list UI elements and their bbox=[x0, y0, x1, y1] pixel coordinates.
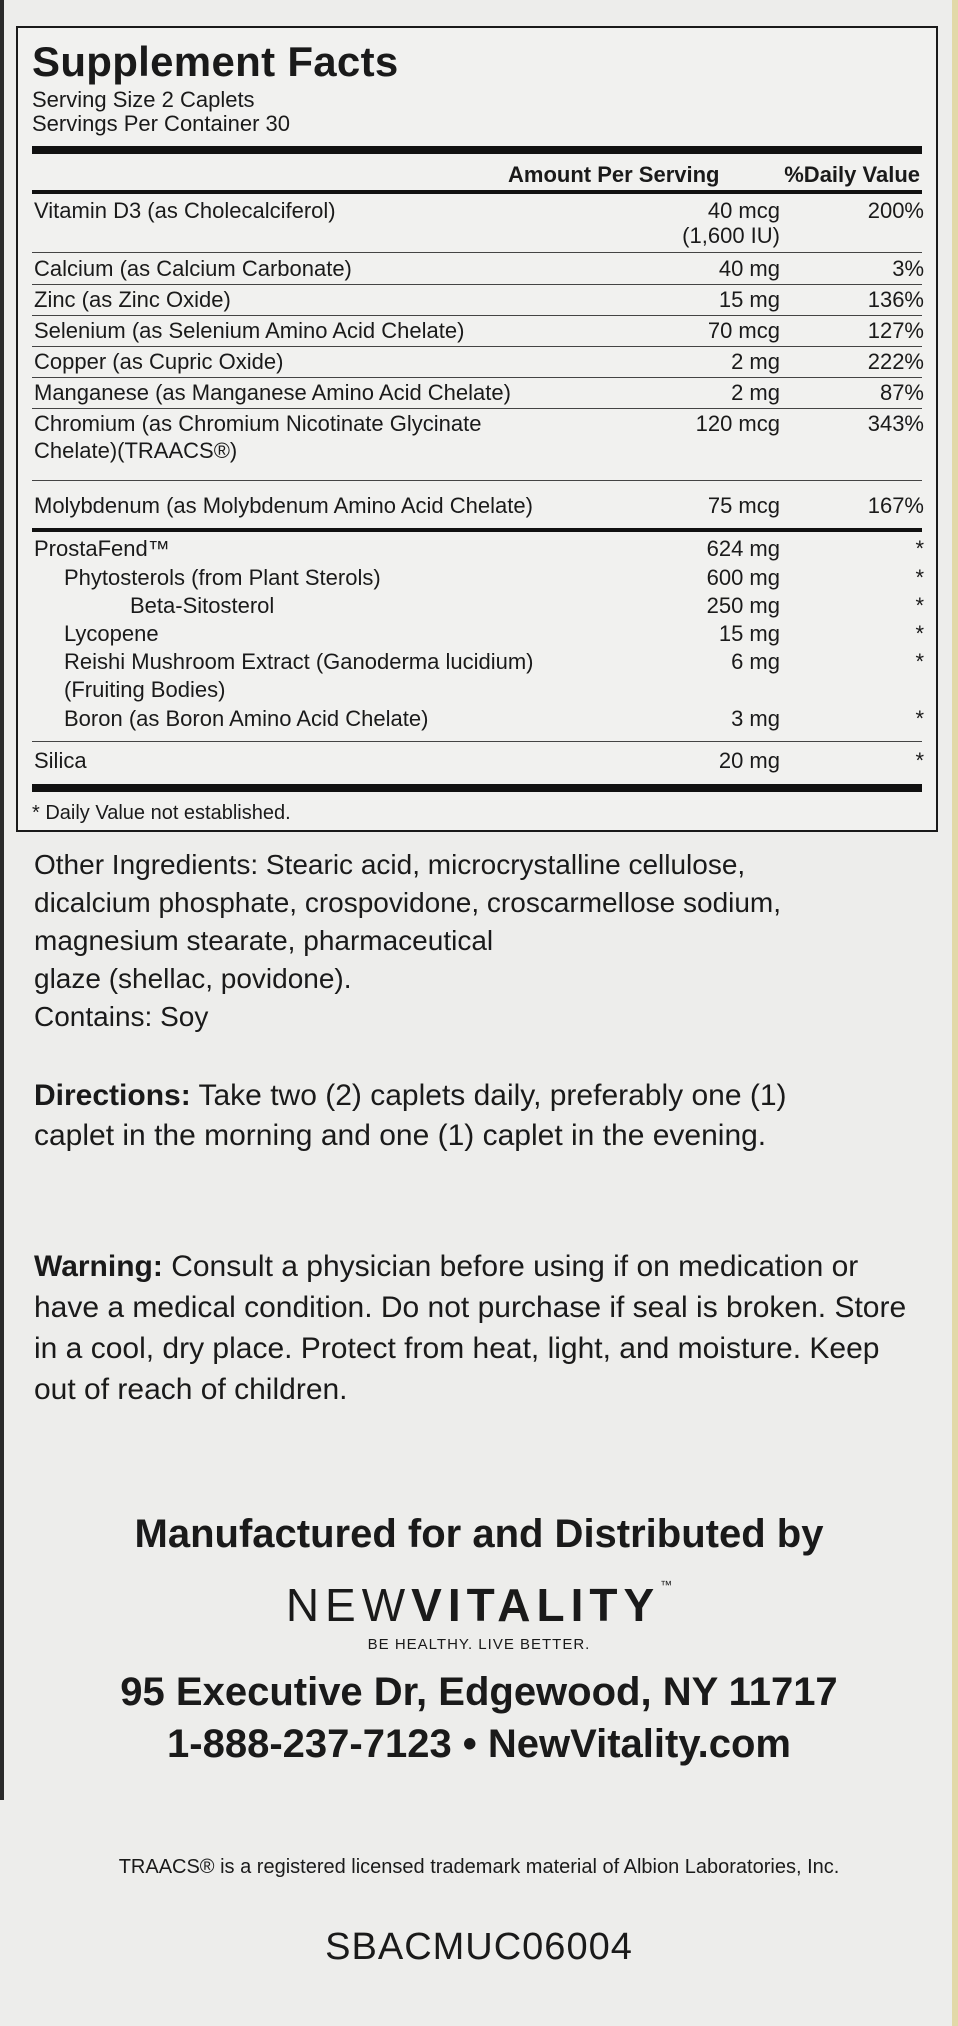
nutrient-amount: 40 mcg bbox=[707, 198, 780, 223]
servings-per-container: Servings Per Container 30 bbox=[32, 111, 291, 136]
ingredients-line: magnesium stearate, pharmaceutical bbox=[34, 925, 494, 956]
nutrient-name: Vitamin D3 (as Cholecalciferol) bbox=[34, 198, 336, 223]
nutrient-amount: 15 mg bbox=[718, 287, 780, 312]
nutrient-amount-iu: (1,600 IU) bbox=[682, 223, 780, 248]
nutrient-amount: 75 mcg bbox=[707, 493, 780, 518]
thick-divider bbox=[32, 146, 922, 154]
row-rule bbox=[32, 408, 922, 409]
brand-tagline: BE HEALTHY. LIVE BETTER. bbox=[367, 1636, 591, 1653]
manufacturer-heading: Manufactured for and Distributed by bbox=[134, 1512, 824, 1556]
trademark-note: TRAACS® is a registered licensed trademark material of Albion Laboratories, Inc. bbox=[118, 1856, 840, 1878]
facts-title: Supplement Facts bbox=[32, 38, 399, 85]
thick-divider-bottom bbox=[32, 784, 922, 792]
nutrient-dv: 167% bbox=[867, 493, 924, 518]
nutrient-name: Copper (as Cupric Oxide) bbox=[34, 349, 284, 374]
blend-amount: 624 mg bbox=[706, 536, 780, 561]
nutrient-name: Chromium (as Chromium Nicotinate Glycinate bbox=[34, 411, 482, 436]
nutrient-dv: 87% bbox=[879, 380, 924, 405]
row-rule bbox=[32, 252, 922, 253]
blend-item-name: Reishi Mushroom Extract (Ganoderma lucidium) bbox=[64, 649, 534, 674]
warning-label: Warning: bbox=[34, 1250, 163, 1283]
blend-item-amount: 250 mg bbox=[706, 593, 780, 618]
nutrient-dv: 136% bbox=[867, 287, 924, 312]
blend-item-amount: 3 mg bbox=[731, 706, 780, 731]
nutrient-name: Calcium (as Calcium Carbonate) bbox=[34, 256, 352, 281]
blend-item-name-cont: (Fruiting Bodies) bbox=[64, 677, 226, 702]
nutrient-dv: 3% bbox=[892, 256, 924, 281]
ingredients-line: Other Ingredients: Stearic acid, microcrystalline cellulose, bbox=[34, 849, 746, 880]
daily-value-footnote: * Daily Value not established. bbox=[32, 802, 291, 824]
blend-item-amount: 6 mg bbox=[731, 649, 780, 674]
blend-item-name: Boron (as Boron Amino Acid Chelate) bbox=[64, 706, 429, 731]
nutrient-amount: 40 mg bbox=[718, 256, 780, 281]
directions-text: Take two (2) caplets daily, preferably one (1) caplet in the morning and one (1) caplet in the evening. bbox=[34, 1079, 787, 1152]
blend-item-name: Lycopene bbox=[64, 621, 159, 646]
nutrient-name-cont: Chelate)(TRAACS®) bbox=[34, 438, 238, 463]
product-code: SBACMUC06004 bbox=[325, 1926, 633, 1968]
blend-item-name: Phytosterols (from Plant Sterols) bbox=[64, 565, 381, 590]
blend-item-dv: * bbox=[915, 621, 924, 646]
nutrient-name: Selenium (as Selenium Amino Acid Chelate) bbox=[34, 318, 465, 343]
blend-item-dv: * bbox=[915, 593, 924, 618]
blend-item-name: Beta-Sitosterol bbox=[130, 593, 275, 618]
blend-name: ProstaFend™ bbox=[34, 536, 170, 561]
logo-part-new: NEW bbox=[285, 1579, 412, 1631]
row-rule bbox=[32, 284, 922, 285]
blend-divider bbox=[32, 528, 922, 532]
allergen-line: Contains: Soy bbox=[34, 1001, 209, 1032]
header-daily-value: %Daily Value bbox=[784, 162, 920, 187]
nutrient-dv: 222% bbox=[867, 349, 924, 374]
nutrient-name: Zinc (as Zinc Oxide) bbox=[34, 287, 231, 312]
blend-item-amount: 600 mg bbox=[706, 565, 780, 590]
supplement-facts-panel bbox=[16, 26, 938, 832]
nutrient-name: Manganese (as Manganese Amino Acid Chelate) bbox=[34, 380, 511, 405]
nutrient-dv: 200% bbox=[867, 198, 924, 223]
nutrient-amount: 120 mcg bbox=[695, 411, 780, 436]
ingredients-line: dicalcium phosphate, crospovidone, croscarmellose sodium, bbox=[34, 887, 782, 918]
nutrient-dv: 127% bbox=[867, 318, 924, 343]
header-amount: Amount Per Serving bbox=[508, 162, 720, 187]
manufacturer-contact: 1-888-237-7123 • NewVitality.com bbox=[167, 1722, 791, 1766]
blend-dv: * bbox=[915, 536, 924, 561]
logo-part-vitality: VITALITY bbox=[411, 1579, 661, 1631]
nutrient-name: Silica bbox=[34, 748, 87, 773]
brand-logo bbox=[0, 1578, 958, 1632]
directions-label: Directions: bbox=[34, 1079, 191, 1112]
nutrient-amount: 2 mg bbox=[731, 349, 780, 374]
row-rule bbox=[32, 315, 922, 316]
row-rule bbox=[32, 480, 922, 481]
blend-item-amount: 15 mg bbox=[718, 621, 780, 646]
other-ingredients bbox=[34, 846, 914, 1036]
nutrient-amount: 2 mg bbox=[731, 380, 780, 405]
ingredients-line: glaze (shellac, povidone). bbox=[34, 963, 352, 994]
blend-item-dv: * bbox=[915, 649, 924, 674]
nutrient-dv: * bbox=[915, 748, 924, 773]
row-rule bbox=[32, 741, 922, 742]
manufacturer-address: 95 Executive Dr, Edgewood, NY 11717 bbox=[120, 1670, 838, 1714]
nutrient-amount: 70 mcg bbox=[707, 318, 780, 343]
header-divider bbox=[32, 190, 922, 194]
warning-text: Consult a physician before using if on medication or have a medical condition. Do not purchase if seal is broken. Store in a cool, dry place. Protect from heat, light, and moisture. Keep out of reach of children. bbox=[34, 1250, 907, 1406]
logo-trademark: ™ bbox=[660, 1578, 673, 1592]
blend-item-dv: * bbox=[915, 706, 924, 731]
row-rule bbox=[32, 346, 922, 347]
directions bbox=[34, 1076, 814, 1156]
nutrient-dv: 343% bbox=[867, 411, 924, 436]
nutrient-amount: 20 mg bbox=[718, 748, 780, 773]
blend-item-dv: * bbox=[915, 565, 924, 590]
nutrient-name: Molybdenum (as Molybdenum Amino Acid Chelate) bbox=[34, 493, 533, 518]
warning bbox=[34, 1246, 914, 1410]
serving-size: Serving Size 2 Caplets bbox=[32, 87, 255, 112]
row-rule bbox=[32, 377, 922, 378]
